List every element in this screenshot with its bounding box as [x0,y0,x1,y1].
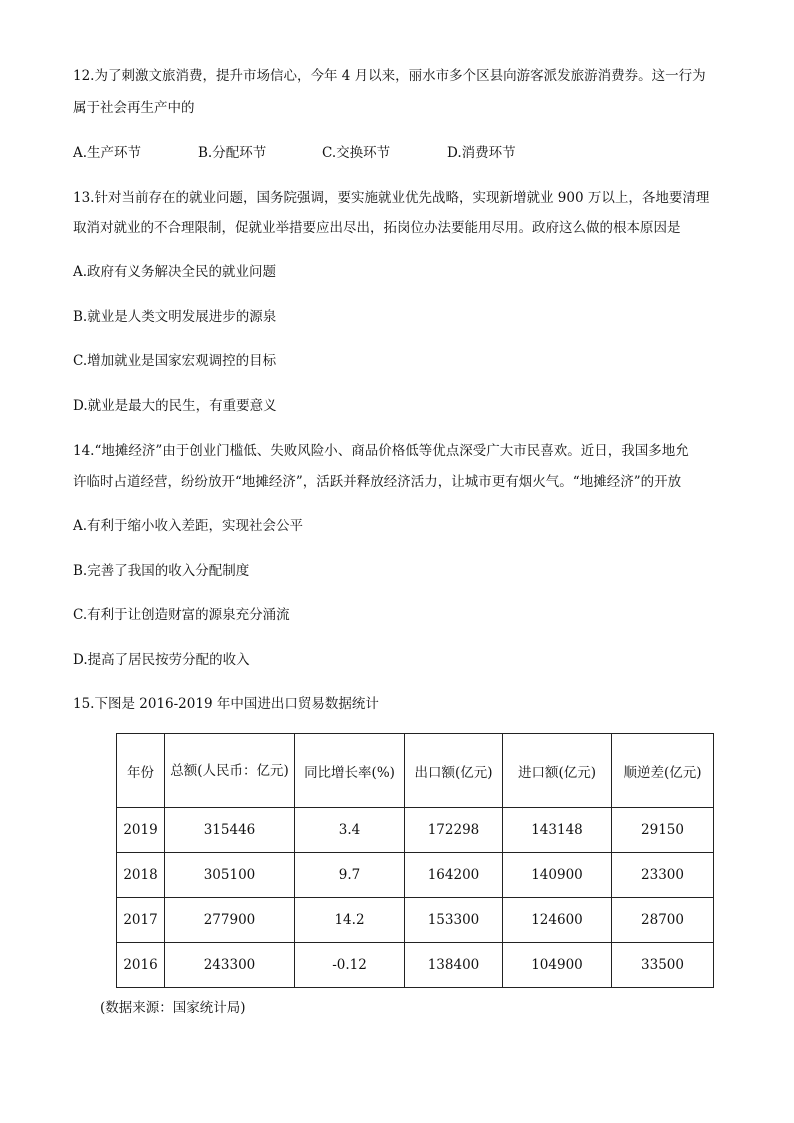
q13-stem-line1: 13.针对当前存在的就业问题，国务院强调，要实施就业优先战略，实现新增就业 900 万以上，各地要清理 [73,190,710,206]
q12-option-d[interactable]: D.消费环节 [447,145,516,161]
cell-growth-rate: 14.2 [295,898,405,943]
header-year: 年份 [117,734,165,808]
q12-stem-line1: 12.为了刺激文旅消费，提升市场信心，今年 4 月以来，丽水市多个区县向游客派发旅游消费券。这一行为 [73,68,706,84]
q12-option-b[interactable]: B.分配环节 [198,145,267,161]
header-import: 进口额(亿元) [503,734,612,808]
q12-option-a[interactable]: A.生产环节 [73,145,142,161]
cell-total: 305100 [165,853,295,898]
cell-total: 243300 [165,943,295,988]
table-header-row [117,734,714,808]
cell-balance: 28700 [612,898,714,943]
q14-stem-line1: 14.“地摊经济”由于创业门槛低、失败风险小、商品价格低等优点深受广大市民喜欢。近日，我国多地允 [73,443,689,459]
q12-option-c[interactable]: C.交换环节 [322,145,391,161]
q13-option-c[interactable]: C.增加就业是国家宏观调控的目标 [73,353,277,369]
table-row [117,853,714,898]
q14-option-d[interactable]: D.提高了居民按劳分配的收入 [73,652,250,668]
cell-total: 315446 [165,808,295,853]
table-row [117,943,714,988]
q14-option-a[interactable]: A.有利于缩小收入差距，实现社会公平 [73,518,304,534]
table-row [117,898,714,943]
header-balance: 顺逆差(亿元) [612,734,714,808]
q13-option-b[interactable]: B.就业是人类文明发展进步的源泉 [73,309,277,325]
cell-export: 138400 [405,943,503,988]
cell-balance: 23300 [612,853,714,898]
cell-year: 2017 [117,898,165,943]
cell-total: 277900 [165,898,295,943]
cell-balance: 29150 [612,808,714,853]
q14-stem-line2: 许临时占道经营，纷纷放开“地摊经济”，活跃并释放经济活力，让城市更有烟火气。“地摊经济”的开放 [73,474,682,490]
q15-stem: 15.下图是 2016-2019 年中国进出口贸易数据统计 [73,696,379,712]
cell-import: 104900 [503,943,612,988]
header-total: 总额(人民币：亿元) [165,734,295,808]
q14-option-b[interactable]: B.完善了我国的收入分配制度 [73,563,250,579]
cell-growth-rate: 9.7 [295,853,405,898]
q13-option-d[interactable]: D.就业是最大的民生，有重要意义 [73,398,277,414]
q12-stem-line2: 属于社会再生产中的 [73,100,195,116]
q14-option-c[interactable]: C.有利于让创造财富的源泉充分涌流 [73,607,290,623]
cell-year: 2018 [117,853,165,898]
cell-import: 143148 [503,808,612,853]
cell-import: 140900 [503,853,612,898]
cell-balance: 33500 [612,943,714,988]
cell-year: 2019 [117,808,165,853]
q13-stem-line2: 取消对就业的不合理限制，促就业举措要应出尽出，拓岗位办法要能用尽用。政府这么做的根本原因是 [73,220,681,236]
trade-data-table [116,733,714,988]
table-row [117,808,714,853]
header-growth-rate: 同比增长率(%) [295,734,405,808]
q13-option-a[interactable]: A.政府有义务解决全民的就业问题 [73,264,277,280]
cell-year: 2016 [117,943,165,988]
cell-import: 124600 [503,898,612,943]
cell-export: 153300 [405,898,503,943]
data-source-note: (数据来源：国家统计局) [100,1000,246,1016]
cell-growth-rate: 3.4 [295,808,405,853]
cell-growth-rate: -0.12 [295,943,405,988]
cell-export: 164200 [405,853,503,898]
header-export: 出口额(亿元) [405,734,503,808]
q12-options [73,143,633,163]
cell-export: 172298 [405,808,503,853]
